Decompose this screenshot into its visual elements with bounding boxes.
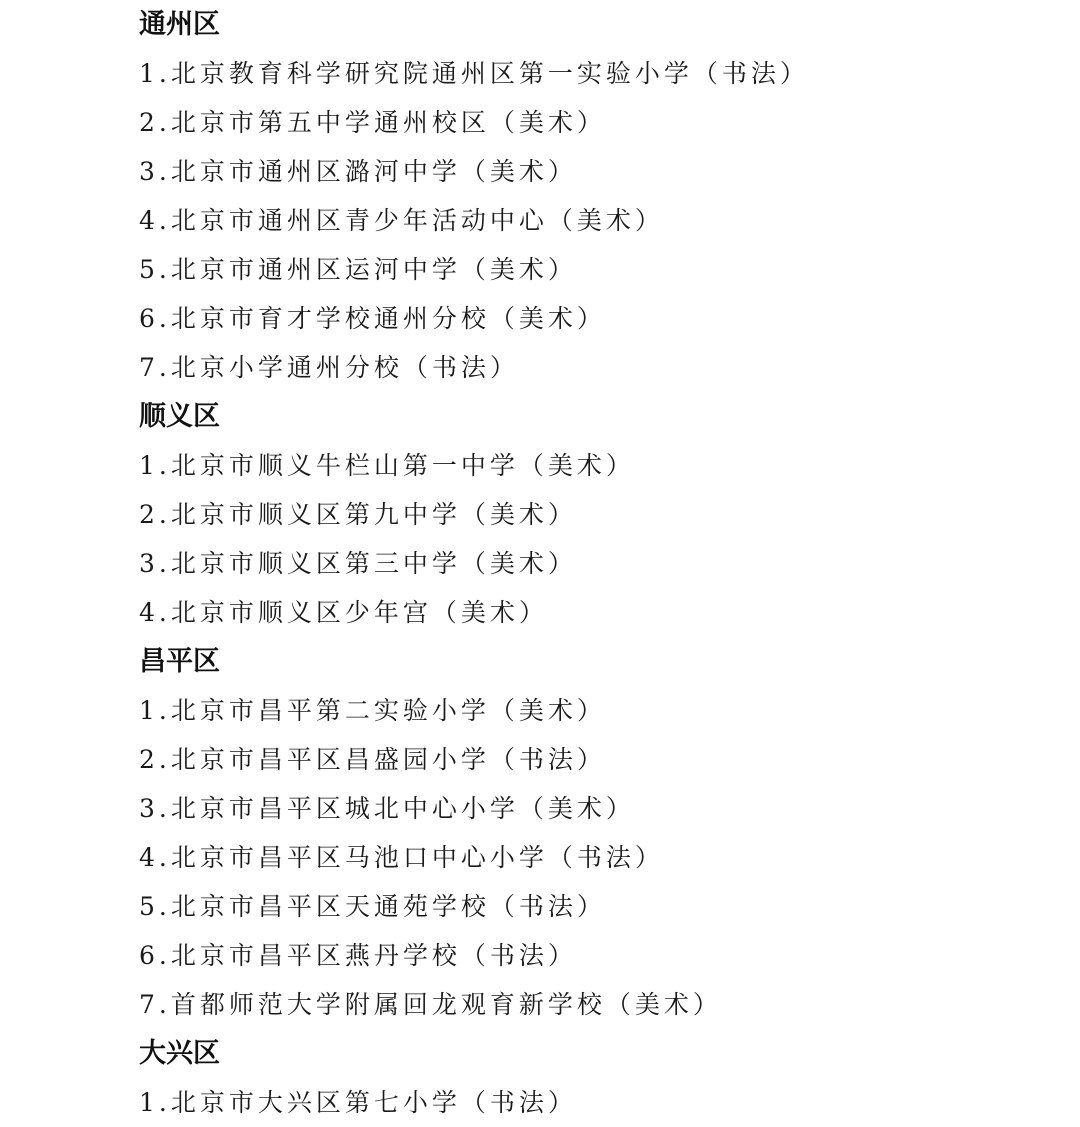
school-list-item: 2.北京市第五中学通州校区（美术） [139, 108, 606, 137]
document-body [139, 0, 1039, 1127]
school-list-item: 2.北京市昌平区昌盛园小学（书法） [139, 745, 606, 774]
school-list-item: 2.北京市顺义区第九中学（美术） [139, 500, 577, 529]
district-section-changping [139, 637, 1039, 1029]
school-list-item: 1.北京市昌平第二实验小学（美术） [139, 696, 606, 725]
district-heading: 顺义区 [139, 401, 220, 432]
school-list-item: 6.北京市昌平区燕丹学校（书法） [139, 941, 577, 970]
school-list-item: 4.北京市昌平区马池口中心小学（书法） [139, 843, 664, 872]
school-list-item: 1.北京市大兴区第七小学（书法） [139, 1088, 577, 1117]
school-list-item: 1.北京市顺义牛栏山第一中学（美术） [139, 451, 635, 480]
district-section-shunyi [139, 392, 1039, 637]
school-list-item: 7.北京小学通州分校（书法） [139, 353, 519, 382]
school-list-item: 4.北京市通州区青少年活动中心（美术） [139, 206, 664, 235]
school-list-item: 3.北京市昌平区城北中心小学（美术） [139, 794, 635, 823]
district-section-daxing [139, 1029, 1039, 1127]
school-list-item: 3.北京市通州区潞河中学（美术） [139, 157, 577, 186]
district-heading: 大兴区 [139, 1038, 220, 1069]
school-list-item: 6.北京市育才学校通州分校（美术） [139, 304, 606, 333]
school-list-item: 5.北京市通州区运河中学（美术） [139, 255, 577, 284]
district-heading: 昌平区 [139, 646, 220, 677]
school-list-item: 5.北京市昌平区天通苑学校（书法） [139, 892, 606, 921]
school-list-item: 4.北京市顺义区少年宫（美术） [139, 598, 548, 627]
school-list-item: 1.北京教育科学研究院通州区第一实验小学（书法） [139, 59, 809, 88]
district-section-tongzhou [139, 0, 1039, 392]
school-list-item: 3.北京市顺义区第三中学（美术） [139, 549, 577, 578]
district-heading: 通州区 [139, 9, 220, 40]
school-list-item: 7.首都师范大学附属回龙观育新学校（美术） [139, 990, 722, 1019]
